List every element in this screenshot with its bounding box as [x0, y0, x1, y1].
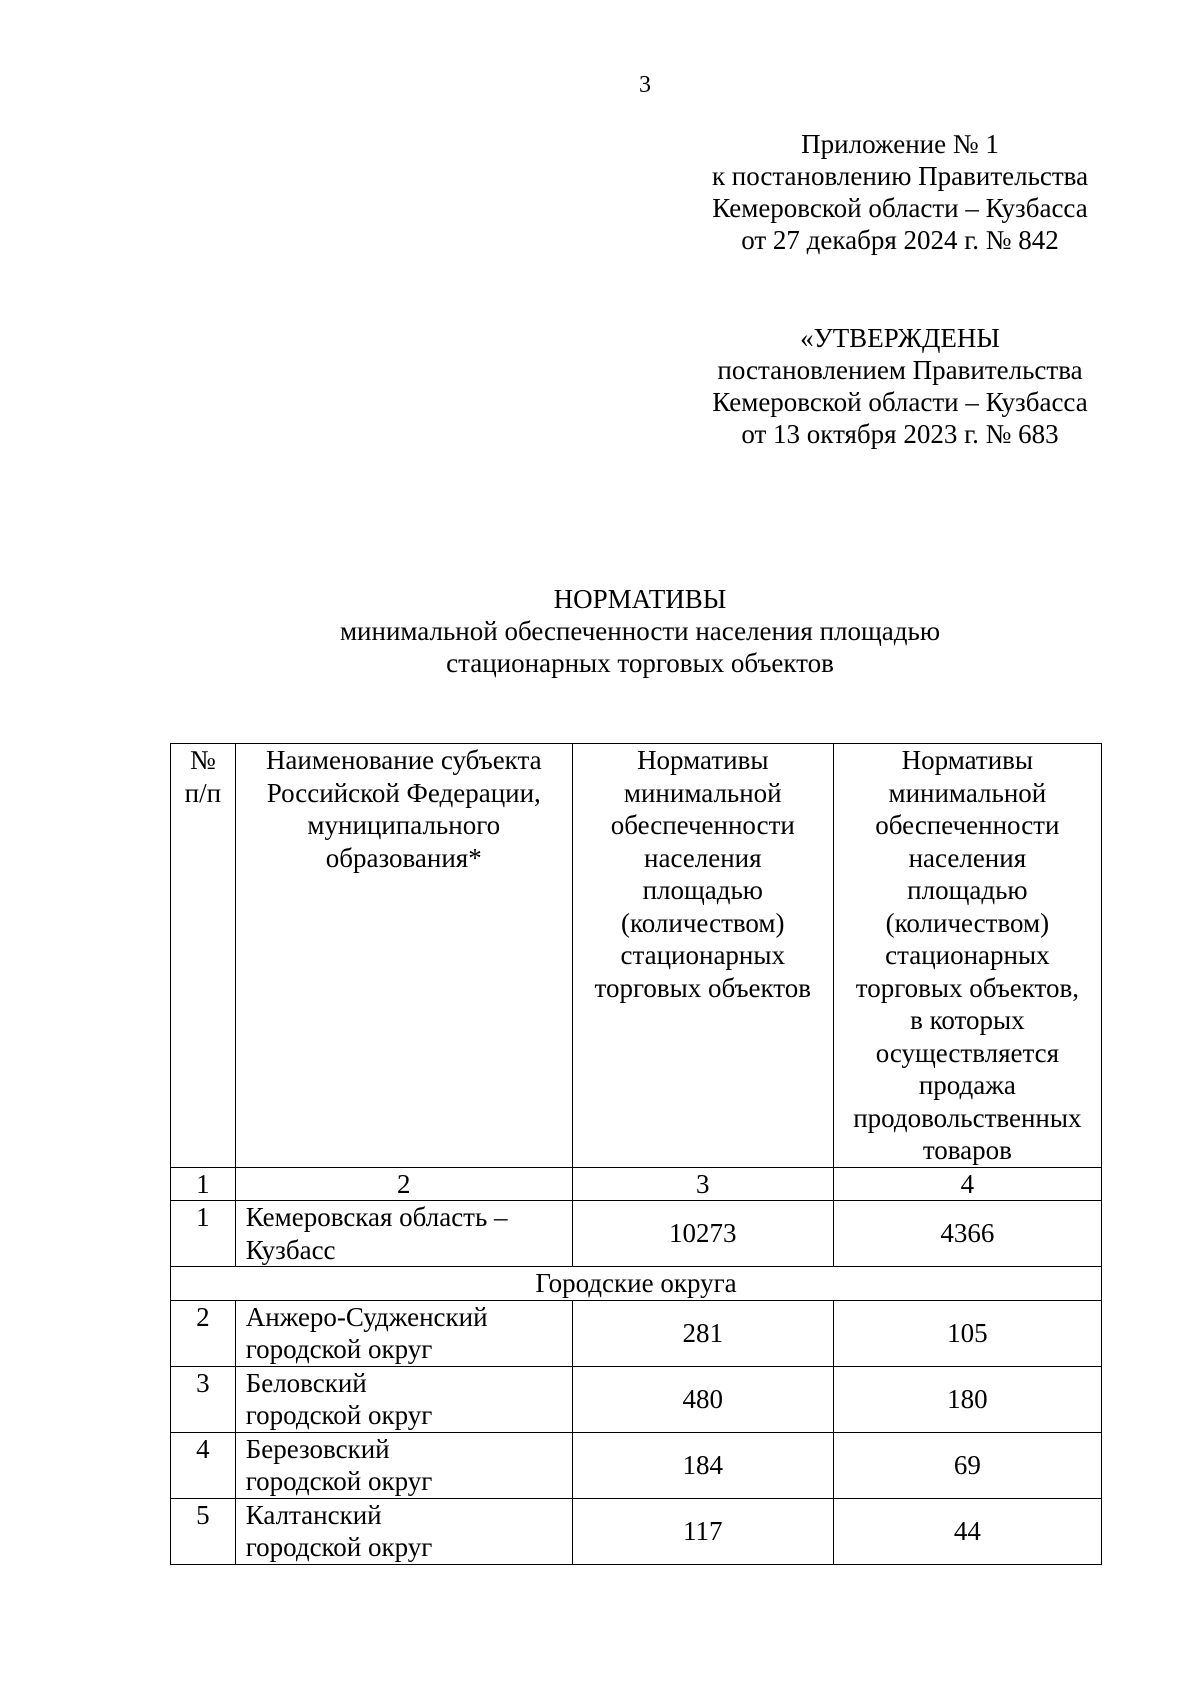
table-row: [171, 1300, 1102, 1366]
row-num: 3: [171, 1366, 236, 1432]
row-norm-food: 69: [833, 1432, 1101, 1498]
column-index-row: [171, 1167, 1102, 1201]
row-norm-food: 180: [833, 1366, 1101, 1432]
appendix-line: к постановлению Правительства: [711, 161, 1089, 191]
row-norm-food: 105: [833, 1300, 1101, 1366]
row-norm-all: 117: [572, 1498, 833, 1564]
appendix-line: от 27 декабря 2024 г. № 842: [741, 225, 1059, 255]
approved-block: [690, 322, 1110, 450]
approved-line: Кемеровской области – Кузбасса: [712, 387, 1088, 417]
appendix-line: Кемеровской области – Кузбасса: [712, 193, 1088, 223]
title-heading: НОРМАТИВЫ: [553, 584, 727, 614]
norms-table: [170, 743, 1102, 1565]
row-norm-all: 10273: [572, 1201, 833, 1267]
row-num: 4: [171, 1432, 236, 1498]
column-index: 1: [171, 1167, 236, 1201]
appendix-line: Приложение № 1: [801, 129, 999, 159]
table-row: [171, 1498, 1102, 1564]
column-index: 4: [833, 1167, 1101, 1201]
page-number: 3: [639, 72, 651, 98]
header-num: № п/п: [171, 744, 236, 1168]
table-row: [171, 1432, 1102, 1498]
row-norm-all: 480: [572, 1366, 833, 1432]
approved-line: постановлением Правительства: [717, 355, 1083, 385]
row-num: 5: [171, 1498, 236, 1564]
table-row: [171, 1201, 1102, 1267]
header-name: Наименование субъекта Российской Федерации, муниципального образования*: [235, 744, 572, 1168]
column-index: 2: [235, 1167, 572, 1201]
column-index: 3: [572, 1167, 833, 1201]
approved-line: «УТВЕРЖДЕНЫ: [800, 323, 1000, 353]
row-name: Калтанский городской округ: [235, 1498, 572, 1564]
table-row: [171, 1366, 1102, 1432]
title-subtitle-line: стационарных торговых объектов: [446, 648, 834, 678]
section-row: [171, 1267, 1102, 1301]
title-subtitle-line: минимальной обеспеченности населения площадью: [339, 616, 941, 646]
section-label: Городские округа: [171, 1267, 1102, 1301]
row-norm-food: 4366: [833, 1201, 1101, 1267]
header-norm-all: Нормативы минимальной обеспеченности населения площадью (количеством) стационарных торговых объектов: [572, 744, 833, 1168]
row-norm-food: 44: [833, 1498, 1101, 1564]
row-name: Березовский городской округ: [235, 1432, 572, 1498]
table-header-row: [171, 744, 1102, 1168]
row-num: 2: [171, 1300, 236, 1366]
header-norm-food: Нормативы минимальной обеспеченности населения площадью (количеством) стационарных торговых объектов, в которых осуществляется продажа продовольственных товаров: [833, 744, 1101, 1168]
appendix-block: [690, 128, 1110, 256]
row-name: Кемеровская область – Кузбасс: [235, 1201, 572, 1267]
row-name: Беловский городской округ: [235, 1366, 572, 1432]
document-title: [170, 583, 1110, 679]
row-num: 1: [171, 1201, 236, 1267]
row-name: Анжеро-Судженский городской округ: [235, 1300, 572, 1366]
approved-line: от 13 октября 2023 г. № 683: [741, 419, 1059, 449]
row-norm-all: 281: [572, 1300, 833, 1366]
row-norm-all: 184: [572, 1432, 833, 1498]
